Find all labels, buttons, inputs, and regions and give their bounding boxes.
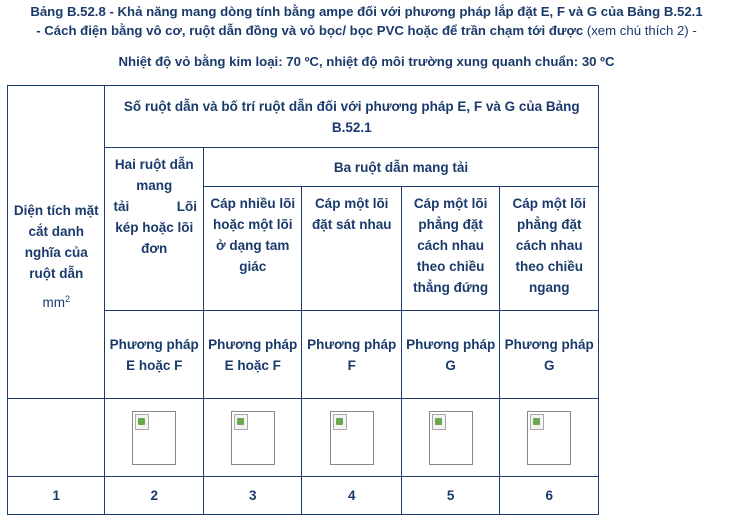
caption-subtitle-note: (xem chú thích 2) - [583, 23, 697, 38]
caption-temperature: Nhiệt độ vỏ bằng kim loại: 70 ºC, nhiệt độ môi trường xung quanh chuẩn: 30 ºC [118, 54, 615, 69]
column-number-3: 3 [203, 477, 301, 515]
method-col-6: Phương pháp G [500, 311, 599, 399]
caption-subtitle [0, 22, 733, 40]
arrangement-trefoil: Cáp nhiều lõi hoặc một lõi ở dạng tam giác [203, 187, 301, 311]
unit-base: mm [42, 294, 65, 310]
broken-image-icon [231, 411, 275, 465]
image-cell-col-5 [401, 399, 499, 477]
three-loaded-header: Ba ruột dẫn mang tải [203, 148, 598, 187]
ampacity-table [7, 85, 599, 515]
cross-section-header [8, 86, 105, 399]
image-cell-col-1 [8, 399, 105, 477]
column-number-5: 5 [401, 477, 499, 515]
arrangement-horizontal: Cáp một lõi phẳng đặt cách nhau theo chiều ngang [500, 187, 599, 311]
two-loaded-word-loi: Lõi [176, 199, 197, 214]
column-number-2: 2 [105, 477, 203, 515]
method-col-5: Phương pháp G [401, 311, 499, 399]
image-cell-col-6 [500, 399, 599, 477]
image-cell-col-4 [302, 399, 401, 477]
image-cell-col-2 [105, 399, 203, 477]
column-number-4: 4 [302, 477, 401, 515]
column-number-1: 1 [8, 477, 105, 515]
two-loaded-word-tai: tải [113, 199, 130, 214]
cross-section-label: Diện tích mặt cắt danh nghĩa của ruột dẫn [13, 202, 99, 281]
arrangement-vertical: Cáp một lõi phẳng đặt cách nhau theo chiều thẳng đứng [401, 187, 499, 311]
broken-image-icon [330, 411, 374, 465]
two-loaded-header [105, 148, 203, 311]
method-col-3: Phương pháp E hoặc F [203, 311, 301, 399]
arrangement-touching: Cáp một lõi đặt sát nhau [302, 187, 401, 311]
caption-title: Bảng B.52.8 - Khả năng mang dòng tính bằng ampe đối với phương pháp lắp đặt E, F và G của Bảng B.52.1 [30, 4, 703, 19]
method-col-2: Phương pháp E hoặc F [105, 311, 203, 399]
two-loaded-line3: kép hoặc lõi đơn [115, 220, 194, 256]
method-col-4: Phương pháp F [302, 311, 401, 399]
two-loaded-line2 [109, 196, 198, 217]
unit-label [12, 292, 100, 313]
column-number-6: 6 [500, 477, 599, 515]
broken-image-icon [527, 411, 571, 465]
image-cell-col-3 [203, 399, 301, 477]
unit-superscript: 2 [64, 293, 70, 304]
broken-image-icon [132, 411, 176, 465]
group-header: Số ruột dẫn và bố trí ruột dẫn đối với phương pháp E, F và G của Bảng B.52.1 [105, 86, 599, 148]
caption-subtitle-bold: - Cách điện bằng vô cơ, ruột dẫn đồng và vỏ bọc/ bọc PVC hoặc để trần chạm tới được [36, 23, 584, 38]
broken-image-icon [429, 411, 473, 465]
two-loaded-line1: Hai ruột dẫn mang [114, 157, 194, 193]
